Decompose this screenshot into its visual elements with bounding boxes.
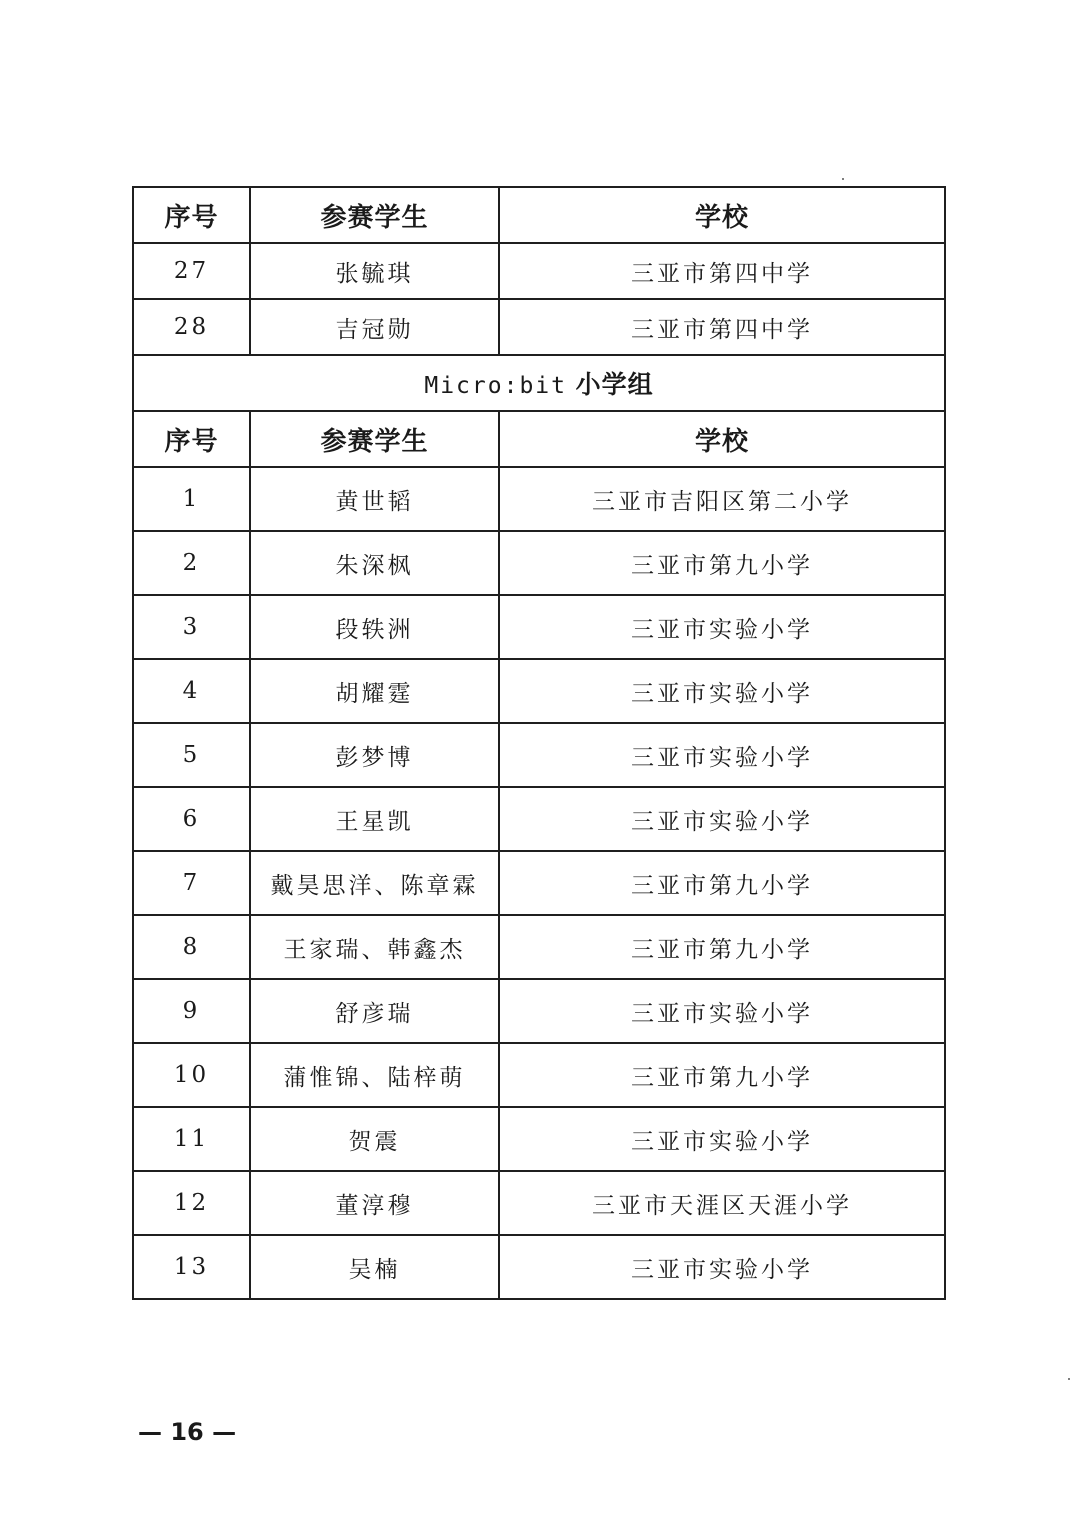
row-school: 三亚市实验小学	[499, 659, 945, 723]
header-student: 参赛学生	[250, 187, 499, 243]
scan-speck	[842, 178, 844, 180]
row-student: 张毓琪	[250, 243, 499, 299]
row-index: 9	[133, 979, 250, 1043]
row-student: 王家瑞、韩鑫杰	[250, 915, 499, 979]
row-school: 三亚市吉阳区第二小学	[499, 467, 945, 531]
table-row	[133, 1107, 945, 1171]
table-row	[133, 723, 945, 787]
row-index: 1	[133, 467, 250, 531]
table-row	[133, 659, 945, 723]
row-student: 吴楠	[250, 1235, 499, 1299]
row-student: 朱深枫	[250, 531, 499, 595]
table-row	[133, 467, 945, 531]
table-row	[133, 851, 945, 915]
row-index: 7	[133, 851, 250, 915]
table-row	[133, 787, 945, 851]
results-table-container	[132, 186, 944, 1300]
header-student: 参赛学生	[250, 411, 499, 467]
row-student: 段轶洲	[250, 595, 499, 659]
row-school: 三亚市实验小学	[499, 787, 945, 851]
page-number: — 16 —	[138, 1418, 237, 1446]
header-school: 学校	[499, 187, 945, 243]
row-index: 13	[133, 1235, 250, 1299]
row-student: 戴昊思洋、陈章霖	[250, 851, 499, 915]
header-index: 序号	[133, 411, 250, 467]
row-student: 贺震	[250, 1107, 499, 1171]
section-header-row	[133, 411, 945, 467]
row-index: 11	[133, 1107, 250, 1171]
row-school: 三亚市实验小学	[499, 1235, 945, 1299]
table-row	[133, 1171, 945, 1235]
table-header-row	[133, 187, 945, 243]
row-index: 10	[133, 1043, 250, 1107]
row-student: 胡耀霆	[250, 659, 499, 723]
row-school: 三亚市第四中学	[499, 243, 945, 299]
row-student: 舒彦瑞	[250, 979, 499, 1043]
row-student: 蒲惟锦、陆梓萌	[250, 1043, 499, 1107]
table-row	[133, 299, 945, 355]
header-school: 学校	[499, 411, 945, 467]
table-row	[133, 595, 945, 659]
row-index: 5	[133, 723, 250, 787]
row-student: 吉冠勋	[250, 299, 499, 355]
row-index: 8	[133, 915, 250, 979]
row-index: 6	[133, 787, 250, 851]
row-index: 2	[133, 531, 250, 595]
row-index: 28	[133, 299, 250, 355]
row-school: 三亚市第九小学	[499, 1043, 945, 1107]
scan-speck	[1068, 1378, 1070, 1380]
row-student: 王星凯	[250, 787, 499, 851]
row-student: 董淳穆	[250, 1171, 499, 1235]
row-school: 三亚市实验小学	[499, 595, 945, 659]
table-row	[133, 1235, 945, 1299]
table-row	[133, 1043, 945, 1107]
row-school: 三亚市第九小学	[499, 531, 945, 595]
table-row	[133, 531, 945, 595]
row-school: 三亚市实验小学	[499, 723, 945, 787]
section-title-row	[133, 355, 945, 411]
header-index: 序号	[133, 187, 250, 243]
row-school: 三亚市第九小学	[499, 851, 945, 915]
row-index: 3	[133, 595, 250, 659]
row-student: 黄世韬	[250, 467, 499, 531]
row-school: 三亚市实验小学	[499, 1107, 945, 1171]
section-title	[133, 355, 945, 411]
table-row	[133, 915, 945, 979]
row-index: 4	[133, 659, 250, 723]
row-school: 三亚市天涯区天涯小学	[499, 1171, 945, 1235]
row-index: 27	[133, 243, 250, 299]
row-index: 12	[133, 1171, 250, 1235]
table-row	[133, 979, 945, 1043]
row-school: 三亚市实验小学	[499, 979, 945, 1043]
row-student: 彭梦博	[250, 723, 499, 787]
row-school: 三亚市第四中学	[499, 299, 945, 355]
section-title-latin: Micro:bit	[424, 373, 567, 399]
results-table	[132, 186, 946, 1300]
row-school: 三亚市第九小学	[499, 915, 945, 979]
table-row	[133, 243, 945, 299]
section-title-zh: 小学组	[575, 370, 654, 399]
